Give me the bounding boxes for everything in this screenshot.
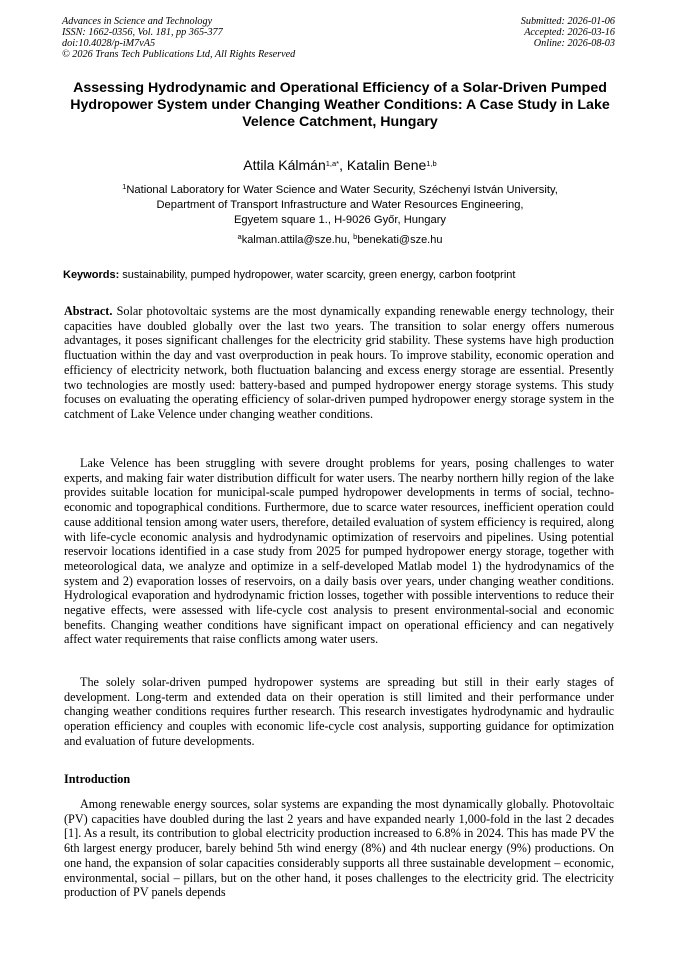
email-marker: b [353,232,358,241]
author-name: Katalin Bene [346,157,427,173]
abstract-label: Abstract. [64,304,113,318]
journal-header-left [62,16,295,60]
affiliation-line: Egyetem square 1., H-9026 Győr, Hungary [233,214,447,227]
affiliation-line: Department of Transport Infrastructure and Water Resources Engineering, [156,199,524,212]
author-list [60,156,620,174]
journal-name: Advances in Science and Technology [62,16,213,27]
introduction-text: Among renewable energy sources, solar systems are expanding the most dynamically globally. Photovoltaic (PV) capacities have doubled during the last 2 years and have expanded nearly 1,000-fold in the last 2 decades [1]. As a result, its contribution to global electricity production increased to 6.8% in 2024. This has made PV the 6th largest energy producer, barely behind 5th wind energy (8%) and 4th nuclear energy (9%) productions. On one hand, the expansion of solar capacities considerably supports all three sustainable development – economic, environmental, social – pillars, but on the other hand, it poses challenges to the electricity grid. The electricity production of PV panels depends [64,797,614,900]
paper-title: Assessing Hydrodynamic and Operational Efficiency of a Solar-Driven Pumped Hydropower System under Changing Weather Conditions: A Case Study in Lake Velence Catchment, Hungary [70,80,610,130]
abstract-paragraph [64,304,614,422]
submitted-date: Submitted: 2026-01-06 [520,16,615,27]
abstract-text: Lake Velence has been struggling with severe drought problems for years, posing challenges to water experts, and making fair water distribution difficult for water users. The nearby northern hilly region of the lake provides suitable location for municipal-scale pumped hydropower developments in terms of social, techno-economic and topographical conditions. Furthermore, due to scarce water resources, inefficient operation could cause additional tension among water users, therefore, detailed evaluation of system efficiency is required, along with life-cycle economic analysis and hydrodynamic optimization of reservoirs and pipelines. Using potential reservoir locations identified in a case study from 2025 for pumped hydropower energy storage, together with meteorological data, we analyze and optimize in a self-developed Matlab model 1) the hydrodynamics of the system and 2) evaporation losses of reservoirs, on a daily basis over years, under changing weather conditions. Hydrological evaporation and hydrodynamic friction losses, together with possible interventions to reduce their negative effects, were assessed with life-cycle cost analysis to present environmental-social and economic benefits. Changing weather conditions have significant impact on operational efficiency and can negatively affect water requirements that raise conflicts among water users. [64,456,614,647]
email-link[interactable]: benekati@sze.hu [357,234,443,246]
introduction-paragraph [64,797,614,949]
author-separator: , [339,157,347,173]
keywords-text: sustainability, pumped hydropower, water scarcity, green energy, carbon footprint [119,269,516,281]
journal-header-right [521,16,615,49]
abstract-text: Solar photovoltaic systems are the most dynamically expanding renewable energy technology, their capacities have doubled globally over the last two years. The transition to solar energy offers numerous advantages, it poses significant challenges for the electricity grid stability. These systems have high production fluctuation within the day and vast overproduction in peak hours. To improve stability, economic operation and efficiency of electricity network, both fluctuation balancing and excess energy storage are essential. Presently two technologies are mostly used: battery-based and pumped hydropower energy storage systems. This study focuses on evaluating the operating efficiency of solar-driven pumped hydropower energy storage system in the catchment of Lake Velence under changing weather conditions. [64,304,614,421]
issn-line: ISSN: 1662-0356, Vol. 181, pp 365-377 [62,27,223,38]
abstract-paragraph [64,456,614,647]
keywords-label: Keywords: [63,269,120,281]
affiliation-line: $^1$National Laboratory for Water Science and Water Security, Széchenyi István University, [122,182,558,196]
abstract-text: The solely solar-driven pumped hydropower systems are spreading but still in their early stages of development. Long-term and extended data on their operation is still limited and their performance under changing weather conditions requires further research. This research investigates hydrodynamic and hydraulic operation efficiency and couples with economic life-cycle cost analysis, supporting guidance for optimization and evaluation of future developments. [64,675,614,748]
accepted-date: Accepted: 2026-03-16 [524,27,615,38]
online-date: Online: 2026-08-03 [533,38,615,49]
section-heading: Introduction [64,772,131,786]
email-line: $^a$kalman.attila@sze.hu, $^b$benekati@sze.hu [237,232,443,246]
author-name: Attila Kálmán [243,157,326,173]
keywords-line [63,268,619,283]
author-affiliation-marker: 1,a* [325,159,340,168]
copyright-line: © 2026 Trans Tech Publications Ltd, All Rights Reserved [62,49,296,60]
abstract-paragraph [64,675,614,749]
author-affiliation-marker: 1,b [426,159,437,168]
affiliation-marker: 1 [122,182,127,191]
email-link[interactable]: kalman.attila@sze.hu [241,234,348,246]
doi-line[interactable]: doi:10.4028/p-iM7vA5 [62,38,156,49]
email-marker: a [237,232,242,241]
affiliation-block [60,183,620,229]
